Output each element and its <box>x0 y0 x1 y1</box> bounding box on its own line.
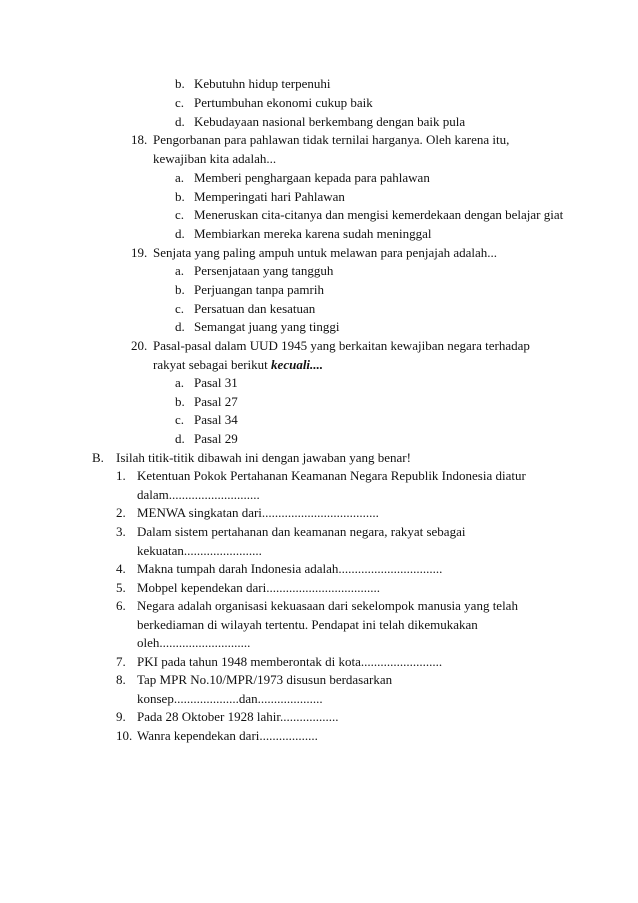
item-text: Pada 28 Oktober 1928 lahir.................. <box>137 709 339 724</box>
item-text: kekuatan........................ <box>137 543 262 558</box>
section-heading: Isilah titik-titik dibawah ini dengan jawaban yang benar! <box>116 450 411 465</box>
option-label: b. <box>175 394 185 409</box>
option-label: b. <box>175 189 185 204</box>
emphasis-kecuali: kecuali.... <box>271 357 324 372</box>
option-label: d. <box>175 114 185 129</box>
option-text: Pasal 27 <box>194 394 238 409</box>
option-text: Kebutuhn hidup terpenuhi <box>194 76 331 91</box>
item-text: berkediaman di wilayah tertentu. Pendapat ini telah dikemukakan <box>137 617 478 632</box>
option-text: Persatuan dan kesatuan <box>194 301 316 316</box>
item-text: konsep....................dan.................... <box>137 691 323 706</box>
option-label: c. <box>175 412 185 427</box>
item-number: 2. <box>116 505 126 520</box>
question-text: Senjata yang paling ampuh untuk melawan para penjajah adalah... <box>153 245 498 260</box>
option-text: Persenjataan yang tangguh <box>194 263 334 278</box>
item-text: Mobpel kependekan dari................................... <box>137 580 380 595</box>
option-label: c. <box>175 301 185 316</box>
question-text: kewajiban kita adalah... <box>153 151 277 166</box>
item-number: 4. <box>116 561 126 576</box>
option-label: d. <box>175 319 185 334</box>
item-text: Dalam sistem pertahanan dan keamanan negara, rakyat sebagai <box>137 524 466 539</box>
question-text-plain: rakyat sebagai berikut <box>153 357 272 372</box>
option-label: b. <box>175 282 185 297</box>
item-text: dalam............................ <box>137 487 260 502</box>
item-text: PKI pada tahun 1948 memberontak di kota......................... <box>137 654 443 669</box>
option-text: Kebudayaan nasional berkembang dengan baik pula <box>194 114 466 129</box>
item-text: Tap MPR No.10/MPR/1973 disusun berdasarkan <box>137 672 393 687</box>
option-text: Perjuangan tanpa pamrih <box>194 282 324 297</box>
item-text: Makna tumpah darah Indonesia adalah................................ <box>137 561 443 576</box>
option-text: Pasal 31 <box>194 375 238 390</box>
question-text <box>153 356 323 373</box>
item-number: 5. <box>116 580 126 595</box>
item-number: 8. <box>116 672 126 687</box>
question-text: Pengorbanan para pahlawan tidak ternilai harganya. Oleh karena itu, <box>153 132 510 147</box>
option-label: b. <box>175 76 185 91</box>
item-number: 6. <box>116 598 126 613</box>
section-label: B. <box>92 450 104 465</box>
question-number: 19. <box>131 245 148 260</box>
question-text: Pasal-pasal dalam UUD 1945 yang berkaitan kewajiban negara terhadap <box>153 338 530 353</box>
item-text: MENWA singkatan dari.................................... <box>137 505 379 520</box>
item-number: 7. <box>116 654 126 669</box>
item-text: oleh............................ <box>137 635 251 650</box>
option-label: a. <box>175 170 185 185</box>
option-text: Memberi penghargaan kepada para pahlawan <box>194 170 430 185</box>
option-text: Pasal 34 <box>194 412 238 427</box>
item-text: Wanra kependekan dari.................. <box>137 728 318 743</box>
item-number: 3. <box>116 524 126 539</box>
option-text: Pasal 29 <box>194 431 238 446</box>
option-text: Memperingati hari Pahlawan <box>194 189 345 204</box>
question-number: 18. <box>131 132 148 147</box>
item-number: 1. <box>116 468 126 483</box>
item-text: Negara adalah organisasi kekuasaan dari sekelompok manusia yang telah <box>137 598 518 613</box>
option-label: d. <box>175 431 185 446</box>
question-number: 20. <box>131 338 148 353</box>
item-text: Ketentuan Pokok Pertahanan Keamanan Negara Republik Indonesia diatur <box>137 468 526 483</box>
option-label: a. <box>175 263 185 278</box>
option-text: Semangat juang yang tinggi <box>194 319 340 334</box>
item-number: 9. <box>116 709 126 724</box>
option-label: c. <box>175 207 185 222</box>
option-label: d. <box>175 226 185 241</box>
option-text: Membiarkan mereka karena sudah meninggal <box>194 226 432 241</box>
option-label: a. <box>175 375 185 390</box>
option-text: Meneruskan cita-citanya dan mengisi kemerdekaan dengan belajar giat <box>194 207 564 222</box>
item-number: 10. <box>116 728 133 743</box>
option-label: c. <box>175 95 185 110</box>
option-text: Pertumbuhan ekonomi cukup baik <box>194 95 373 110</box>
